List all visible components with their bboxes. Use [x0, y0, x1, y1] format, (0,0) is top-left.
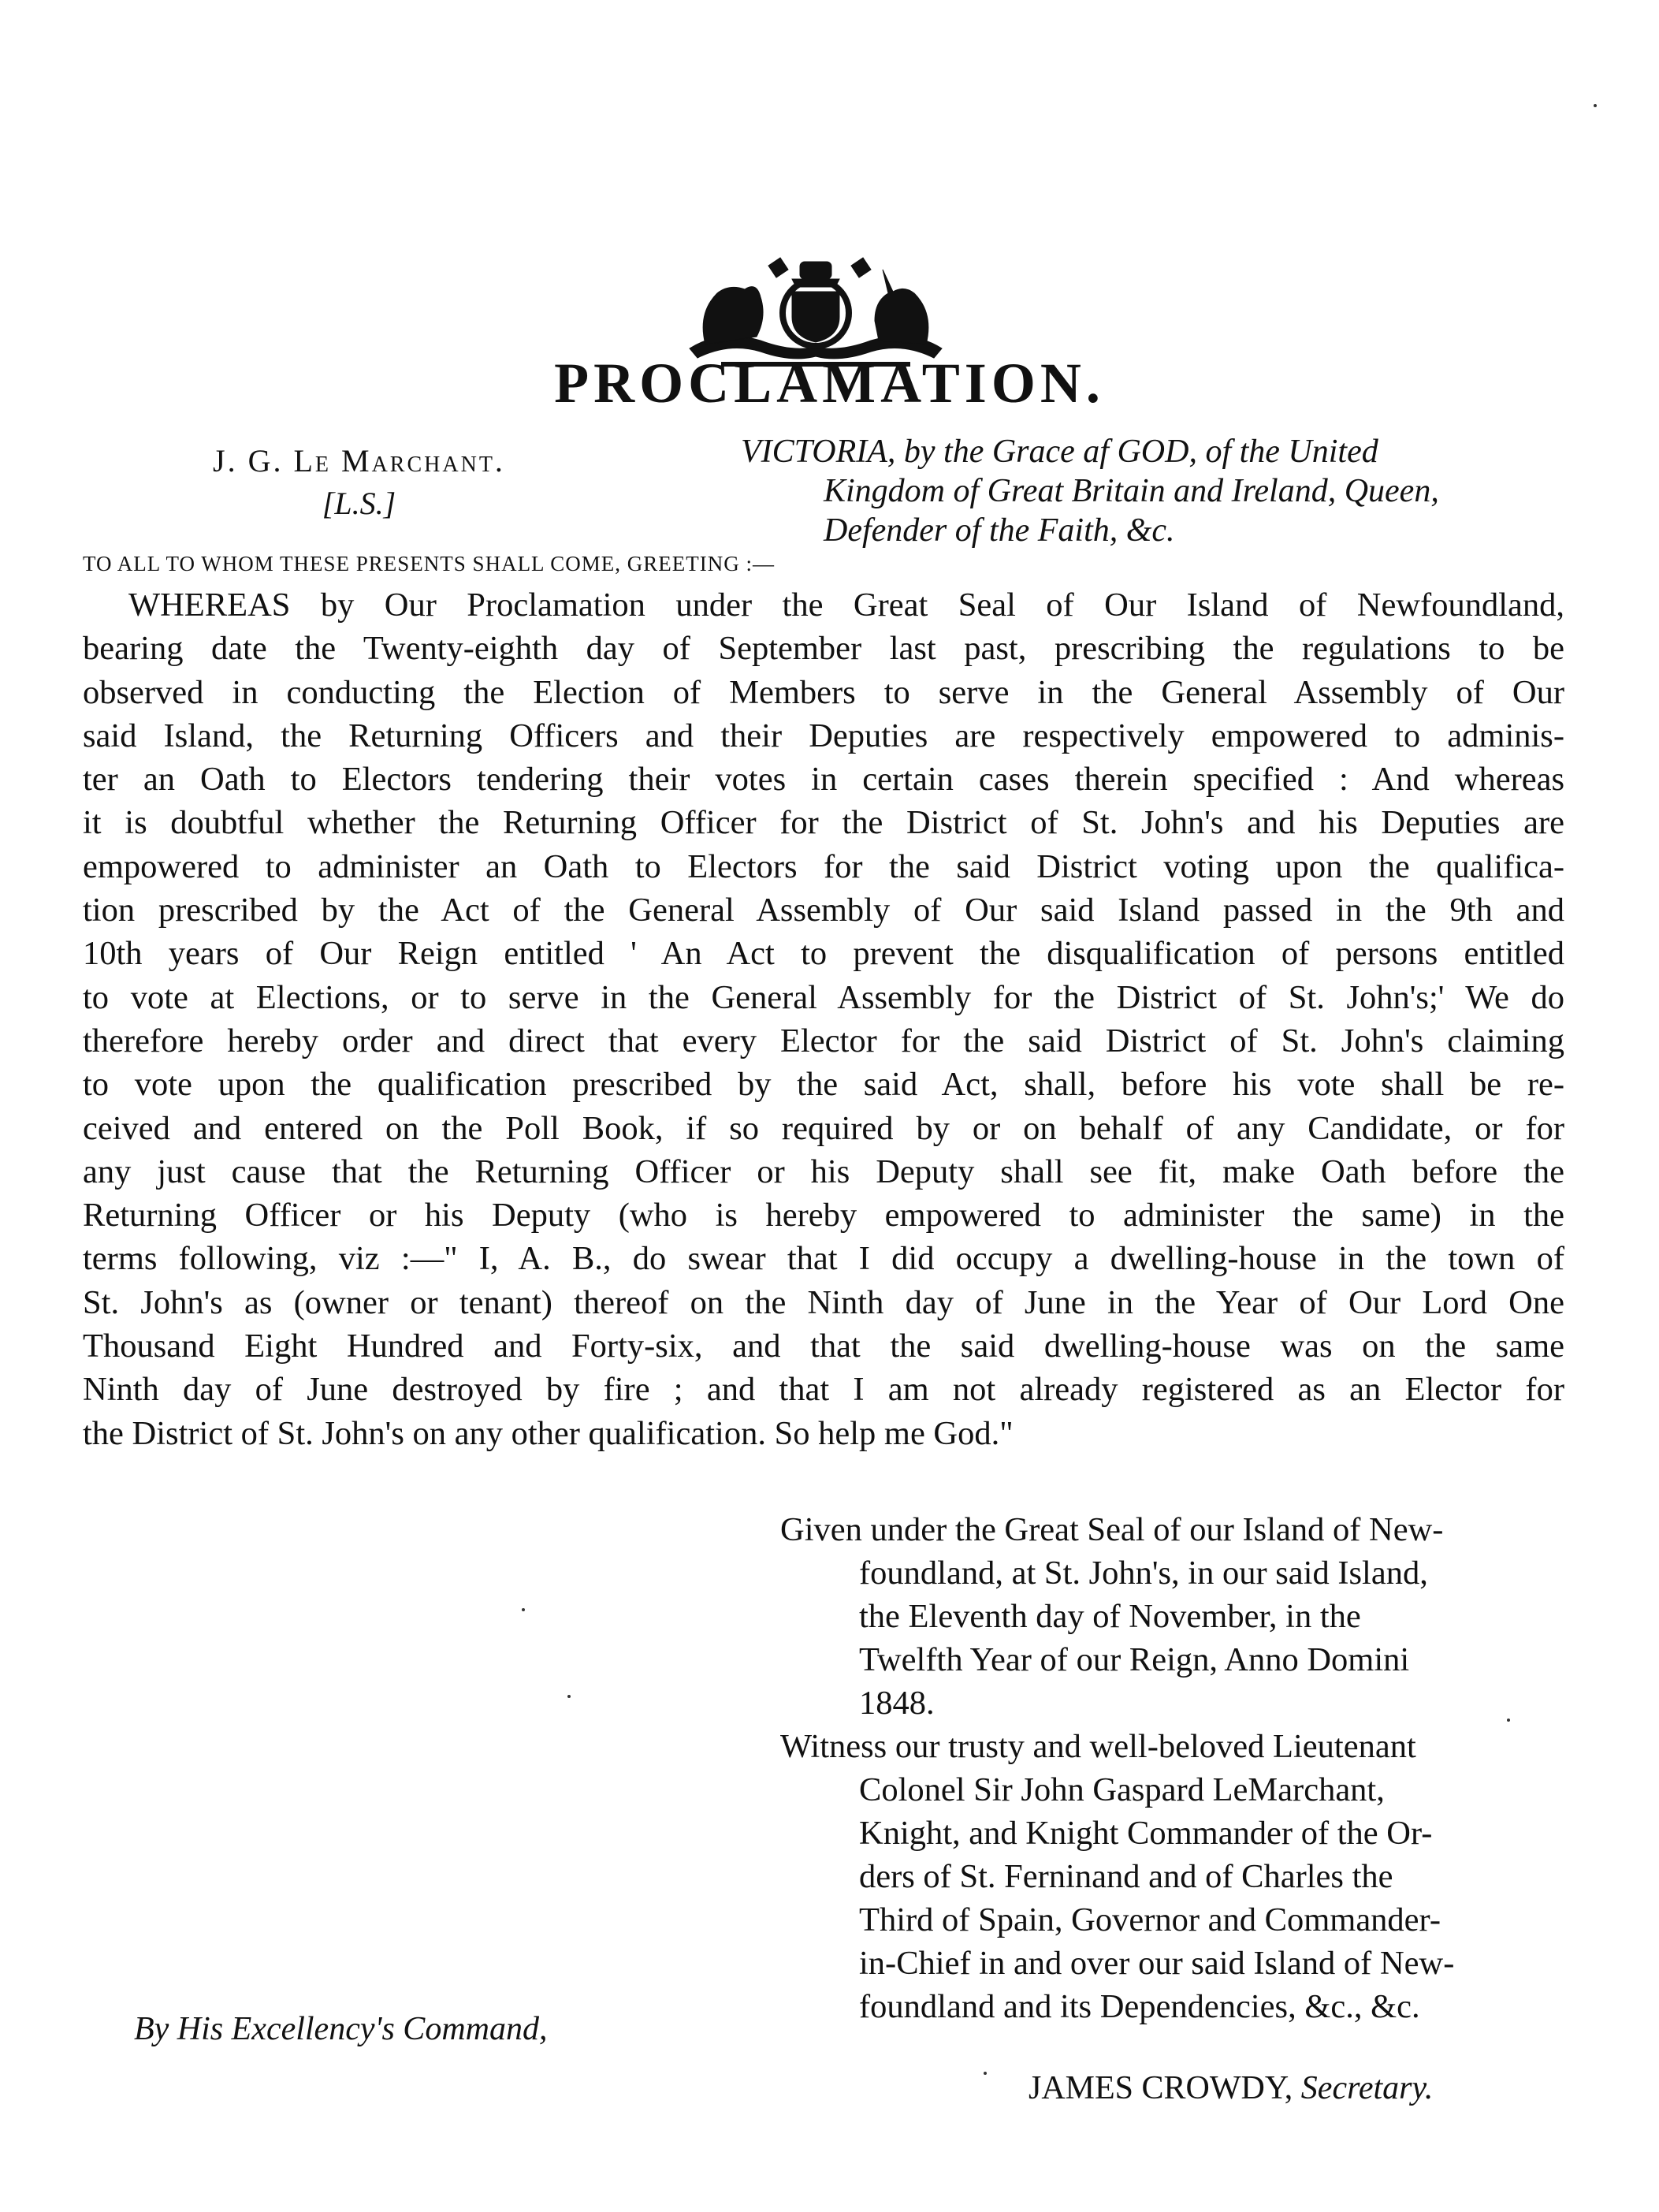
governor-name: J. G. Le Marchant.: [213, 443, 505, 479]
witness-line: foundland and its Dependencies, &c., &c.: [859, 1988, 1420, 2025]
body-line: the District of St. John's on any other qualification. So help me God.": [83, 1414, 1014, 1452]
body-line: it is doubtful whether the Returning Officer for the District of St. John's and his Deputies are: [83, 804, 1564, 842]
body-line: empowered to administer an Oath to Electors for the said District voting upon the qualifica-: [83, 847, 1564, 885]
body-line: to vote at Elections, or to serve in the General Assembly for the District of St. John's;' We do: [83, 978, 1564, 1016]
witness-line: ders of St. Ferninand and of Charles the: [859, 1858, 1393, 1895]
body-line: tion prescribed by the Act of the General Assembly of Our said Island passed in the 9th and: [83, 892, 1564, 929]
body-line: Ninth day of June destroyed by fire ; and that I am not already registered as an Elector for: [83, 1371, 1564, 1409]
given-line: 1848.: [859, 1685, 935, 1722]
witness-line: in-Chief in and over our said Island of New-: [859, 1945, 1455, 1982]
print-speck: [1507, 1719, 1510, 1722]
body-line: bearing date the Twenty-eighth day of September last past, prescribing the regulations to be: [83, 630, 1564, 668]
body-line: observed in conducting the Election of Members to serve in the General Assembly of Our: [83, 673, 1564, 711]
witness-line: Colonel Sir John Gaspard LeMarchant,: [859, 1771, 1385, 1808]
body-line: Thousand Eight Hundred and Forty-six, and that the said dwelling-house was on the same: [83, 1328, 1564, 1365]
print-speck: [984, 2072, 987, 2075]
body-line: therefore hereby order and direct that every Elector for the said District of St. John's claiming: [83, 1022, 1564, 1059]
governor-signature-block: [213, 440, 505, 525]
witness-line: Third of Spain, Governor and Commander-: [859, 1901, 1441, 1938]
body-line: WHEREAS by Our Proclamation under the Great Seal of Our Island of Newfoundland,: [128, 587, 1564, 624]
seal-mark: [L.S.]: [322, 486, 396, 521]
print-speck: [567, 1695, 571, 1698]
body-line: to vote upon the qualification prescribed by the said Act, shall, before his vote shall be re-: [83, 1066, 1564, 1104]
given-line: Given under the Great Seal of our Island of New-: [780, 1511, 1444, 1548]
command-line: By His Excellency's Command,: [134, 2011, 548, 2047]
body-line: 10th years of Our Reign entitled ' An Act to prevent the disqualification of persons entitled: [83, 935, 1564, 973]
print-speck: [522, 1608, 525, 1611]
greeting-line: TO ALL TO WHOM THESE PRESENTS SHALL COME, GREETING :—: [83, 552, 776, 575]
secretary-signature: JAMES CROWDY, Secretary.: [1029, 2070, 1434, 2106]
royal-style-line: Defender of the Faith, &c.: [824, 512, 1175, 549]
print-speck: [1594, 104, 1597, 107]
body-line: St. John's as (owner or tenant) thereof on the Ninth day of June in the Year of Our Lord One: [83, 1283, 1564, 1321]
given-line: Twelfth Year of our Reign, Anno Domini: [859, 1641, 1410, 1678]
royal-style-line: VICTORIA, by the Grace af GOD, of the United: [741, 434, 1378, 470]
body-line: terms following, viz :—" I, A. B., do swear that I did occupy a dwelling-house in the town of: [83, 1240, 1564, 1278]
witness-line: Knight, and Knight Commander of the Or-: [859, 1815, 1433, 1852]
proclamation-title: PROCLAMATION.: [554, 352, 1105, 415]
proclamation-body: [83, 583, 1564, 1455]
given-witness-block: [780, 1508, 1568, 2028]
body-line: said Island, the Returning Officers and their Deputies are respectively empowered to adminis-: [83, 717, 1564, 754]
royal-style: [741, 432, 1564, 550]
body-line: ceived and entered on the Poll Book, if so required by or on behalf of any Candidate, or for: [83, 1109, 1564, 1147]
body-line: ter an Oath to Electors tendering their votes in certain cases therein specified : And whereas: [83, 761, 1564, 799]
body-line: any just cause that the Returning Officer or his Deputy shall see fit, make Oath before the: [83, 1153, 1564, 1190]
given-line: foundland, at St. John's, in our said Island,: [859, 1555, 1428, 1592]
body-line: Returning Officer or his Deputy (who is hereby empowered to administer the same) in the: [83, 1197, 1564, 1234]
royal-style-line: Kingdom of Great Britain and Ireland, Queen,: [824, 473, 1439, 509]
given-line: the Eleventh day of November, in the: [859, 1598, 1361, 1635]
witness-line: Witness our trusty and well-beloved Lieutenant: [780, 1728, 1416, 1765]
